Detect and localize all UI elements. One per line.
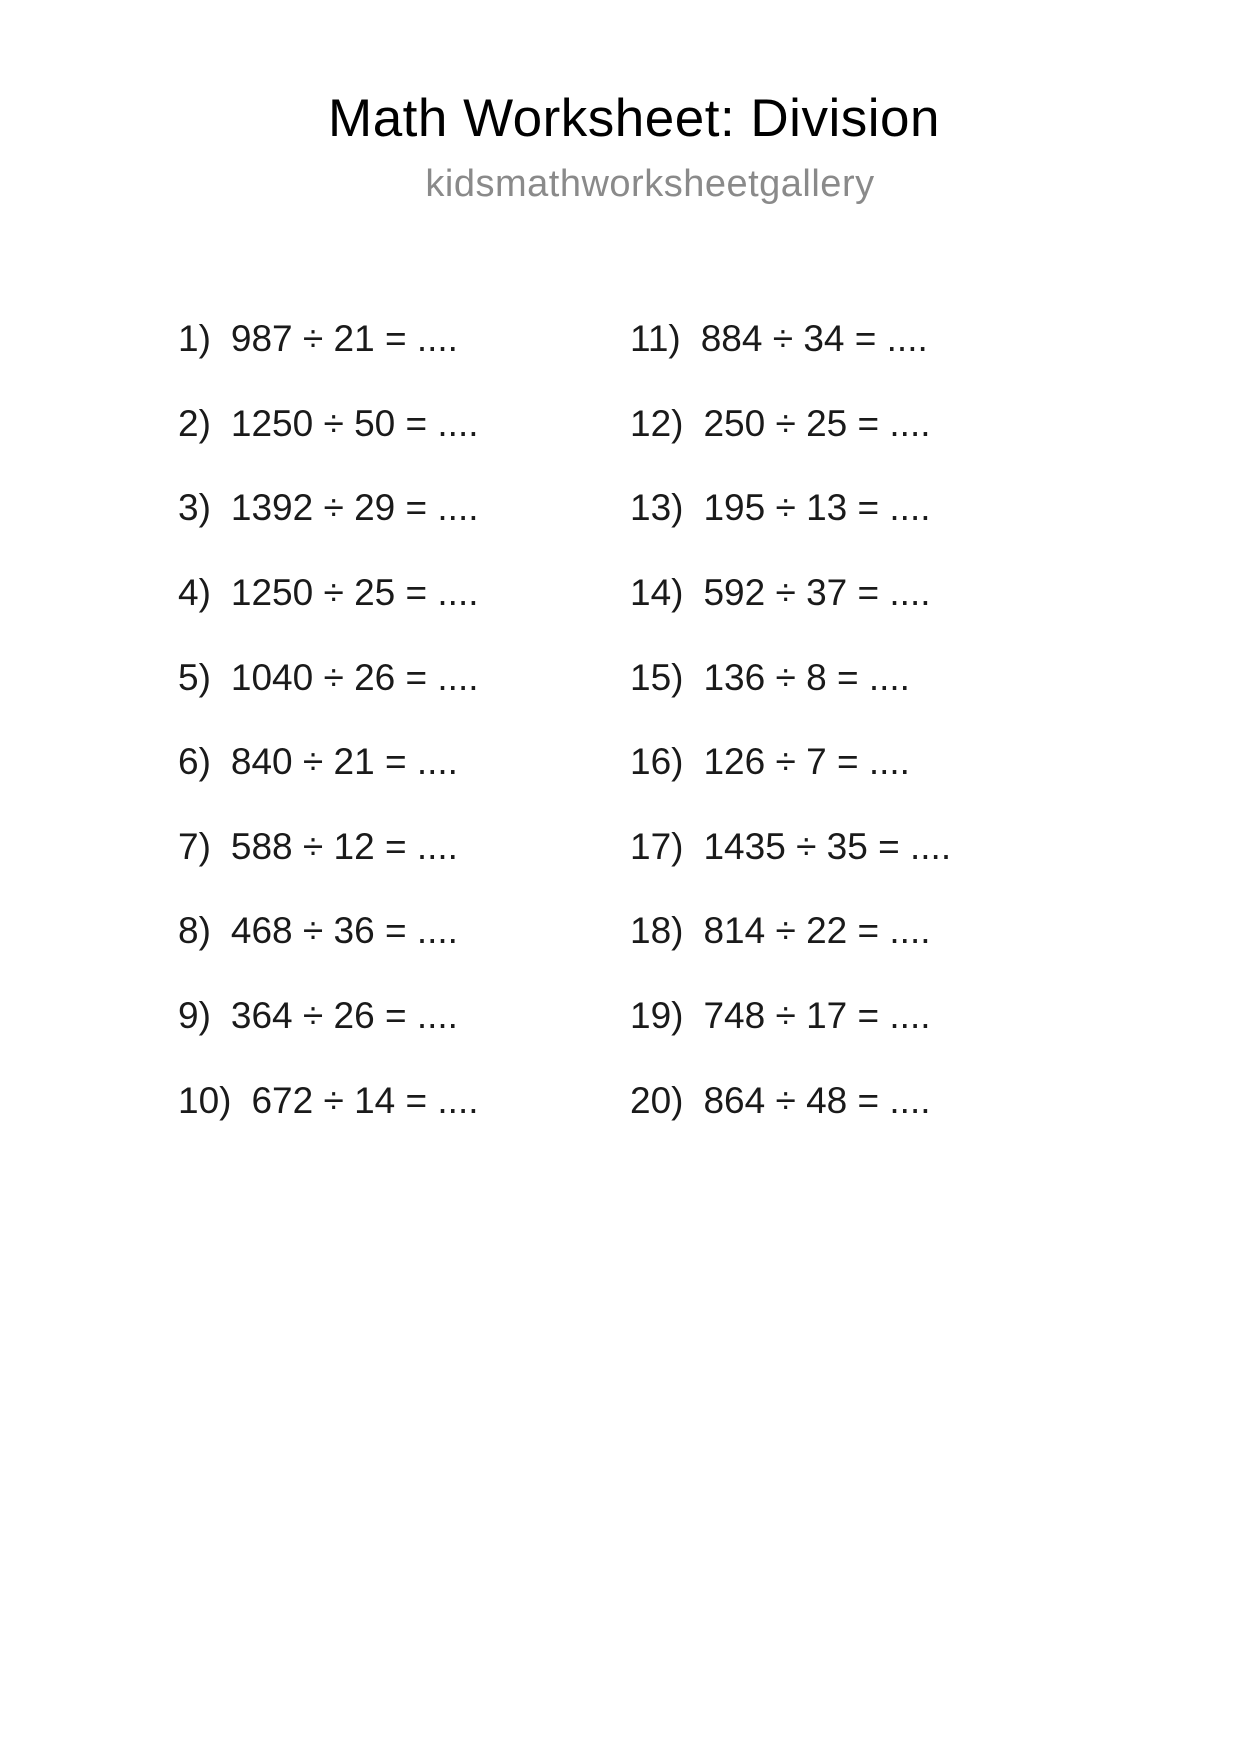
problem-number: 19) — [630, 995, 684, 1037]
problem-item — [178, 551, 630, 636]
problem-number: 3) — [178, 487, 211, 529]
problem-equation: 840 ÷ 21 = .... — [230, 741, 458, 783]
problem-item — [178, 466, 630, 551]
problem-equation: 136 ÷ 8 = .... — [703, 656, 910, 698]
problem-item — [178, 382, 630, 467]
problem-equation: 592 ÷ 37 = .... — [703, 572, 931, 614]
problem-number: 11) — [630, 318, 681, 360]
problem-number: 20) — [630, 1079, 684, 1121]
problems-column-left — [178, 297, 630, 1143]
problem-equation: 1250 ÷ 50 = .... — [230, 402, 479, 444]
problem-item — [630, 889, 951, 974]
problem-number: 4) — [178, 572, 211, 614]
problem-number: 5) — [178, 656, 211, 698]
problem-number: 6) — [178, 741, 211, 783]
problem-equation: 1250 ÷ 25 = .... — [230, 572, 479, 614]
problem-item — [178, 720, 630, 805]
problem-item — [630, 720, 951, 805]
problem-number: 16) — [630, 741, 684, 783]
worksheet-title: Math Worksheet: Division — [328, 89, 940, 148]
problem-equation: 1392 ÷ 29 = .... — [230, 487, 479, 529]
problem-item — [630, 1058, 951, 1143]
problem-item — [630, 974, 951, 1059]
worksheet-subtitle: kidsmathworksheetgallery — [425, 163, 875, 205]
problem-item — [630, 805, 951, 890]
problem-item — [630, 551, 951, 636]
problem-equation: 814 ÷ 22 = .... — [703, 910, 931, 952]
problem-number: 9) — [178, 995, 211, 1037]
problem-equation: 588 ÷ 12 = .... — [230, 825, 458, 867]
problem-item — [178, 297, 630, 382]
problem-equation: 987 ÷ 21 = .... — [230, 318, 458, 360]
problem-equation: 126 ÷ 7 = .... — [703, 741, 910, 783]
problems-column-right — [630, 297, 951, 1143]
problem-equation: 864 ÷ 48 = .... — [703, 1079, 931, 1121]
problem-item — [630, 382, 951, 467]
problem-equation: 250 ÷ 25 = .... — [703, 402, 931, 444]
problem-equation: 672 ÷ 14 = .... — [251, 1079, 479, 1121]
problem-equation: 195 ÷ 13 = .... — [703, 487, 931, 529]
problem-number: 8) — [178, 910, 211, 952]
problem-equation: 1435 ÷ 35 = .... — [703, 825, 952, 867]
problem-number: 12) — [630, 402, 684, 444]
problems-grid — [178, 297, 951, 1143]
problem-number: 15) — [630, 656, 684, 698]
problem-item — [178, 1058, 630, 1143]
problem-number: 18) — [630, 910, 684, 952]
problem-number: 13) — [630, 487, 684, 529]
problem-item — [178, 974, 630, 1059]
problem-number: 2) — [178, 402, 211, 444]
problem-number: 14) — [630, 572, 684, 614]
problem-equation: 468 ÷ 36 = .... — [230, 910, 458, 952]
problem-item — [630, 635, 951, 720]
problem-item — [630, 297, 951, 382]
problem-number: 17) — [630, 825, 684, 867]
problem-number: 10) — [178, 1079, 232, 1121]
problem-equation: 364 ÷ 26 = .... — [230, 995, 458, 1037]
problem-item — [178, 889, 630, 974]
problem-equation: 884 ÷ 34 = .... — [700, 318, 928, 360]
problem-equation: 748 ÷ 17 = .... — [703, 995, 931, 1037]
problem-item — [630, 466, 951, 551]
problem-item — [178, 635, 630, 720]
problem-number: 7) — [178, 825, 211, 867]
problem-equation: 1040 ÷ 26 = .... — [230, 656, 479, 698]
problem-number: 1) — [178, 318, 211, 360]
problem-item — [178, 805, 630, 890]
